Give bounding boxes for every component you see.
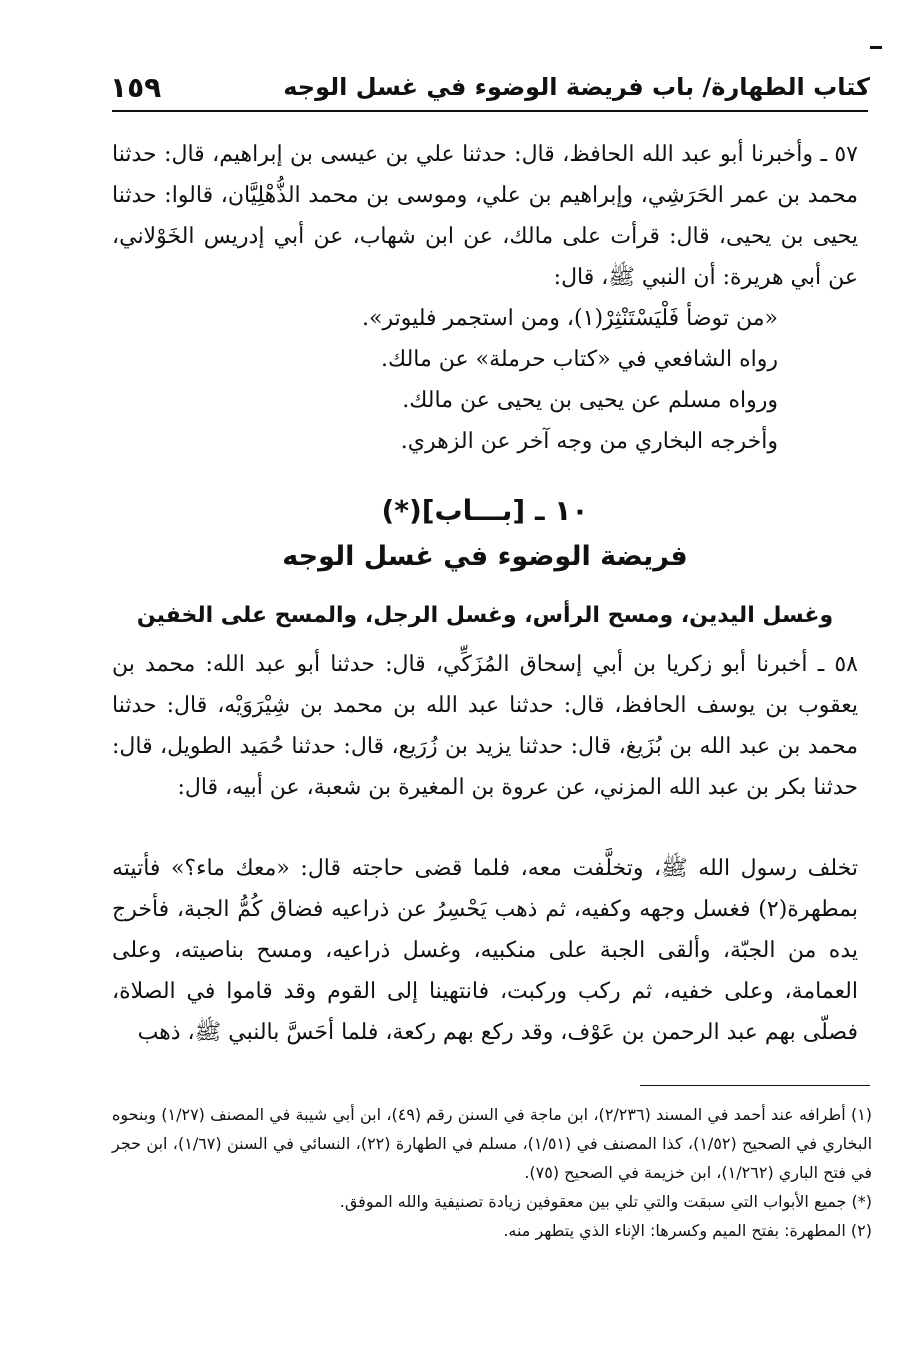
running-title: كتاب الطهارة/ باب فريضة الوضوء في غسل الوجه bbox=[283, 73, 870, 101]
chapter-title: فريضة الوضوء في غسل الوجه bbox=[282, 541, 688, 572]
footnotes bbox=[112, 1100, 872, 1245]
hadith-58-isnad bbox=[112, 644, 858, 808]
footnote-1: (١) أطرافه عند أحمد في المسند (٢/٢٣٦)، ابن ماجة في السنن رقم (٤٩)، ابن أبي شيبة في المصنف (١/٢٧) وبنحوه البخاري في الصحيح (١/٥٢)، كذا المصنف في (١/٥١)، مسلم في الطهارة (٢٢)، النسائي في السنن (١/٦٧)، ابن حجر في فتح الباري (١/٢٦٢)، ابن خزيمة في الصحيح (٧٥). bbox=[112, 1105, 873, 1182]
narration-line-bukhari: وأخرجه البخاري من وجه آخر عن الزهري. bbox=[400, 429, 778, 454]
hadith-58-matn-text: تخلف رسول الله ﷺ، وتخلَّفت معه، فلما قضى حاجته قال: «معك ماء؟» فأتيته بمطهرة(٢) فغسل وجهه وكفيه، ثم ذهب يَحْسِرُ عن ذراعيه فضاق كُمُّ الجبة، فأخرج يده من الجبّة، وألقى الجبة على منكبيه، وغسل ذراعيه، ومسح بناصيته، وعلى العمامة، وعلى خفيه، ثم ركب وركبت، فانتهينا إلى القوم وقد قاموا في الصلاة، فصلّى بهم عبد الرحمن بن عَوْف، وقد ركع بهم ركعة، فلما أحَسَّ بالنبي ﷺ، ذهب bbox=[112, 856, 858, 1045]
corner-mark bbox=[870, 46, 882, 49]
chapter-number: ١٠ ـ [بـــاب](*) bbox=[381, 494, 589, 527]
running-header bbox=[110, 64, 870, 110]
hadith-58-matn bbox=[112, 848, 858, 1053]
footnote-2: (٢) المطهرة: بفتح الميم وكسرها: الإناء الذي يتطهر منه. bbox=[503, 1221, 872, 1240]
chapter-heading bbox=[112, 488, 858, 636]
hadith-57-text: ٥٧ ـ وأخبرنا أبو عبد الله الحافظ، قال: حدثنا علي بن عيسى بن إبراهيم، قال: حدثنا محمد بن عمر الحَرَشِي، وإبراهيم بن علي، وموسى بن محمد الذُّهْلِيَّان، قالوا: حدثنا يحيى بن يحيى، قال: قرأت على مالك، عن ابن شهاب، عن أبي إدريس الخَوْلاني، عن أبي هريرة: أن النبي ﷺ، قال: bbox=[112, 142, 858, 290]
hadith-57-quote: «من توضأ فَلْيَسْتَنْثِرْ(١)، ومن استجمر فليوتر». bbox=[362, 306, 778, 331]
header-rule bbox=[112, 110, 868, 112]
narration-line-shafii: رواه الشافعي في «كتاب حرملة» عن مالك. bbox=[381, 347, 778, 372]
footnote-star: (*) جميع الأبواب التي سبقت والتي تلي بين معقوفين زيادة تصنيفية والله الموفق. bbox=[339, 1192, 872, 1211]
hadith-58-isnad-text: ٥٨ ـ أخبرنا أبو زكريا بن أبي إسحاق المُزَكِّي، قال: حدثنا أبو عبد الله: محمد بن يعقوب بن يوسف الحافظ، قال: حدثنا عبد الله بن محمد بن شِيْرَوَيْه، قال: حدثنا محمد بن عبد الله بن بُزَيغ، قال: حدثنا يزيد بن زُرَيع، قال: حدثنا حُمَيد الطويل، قال: حدثنا بكر بن عبد الله المزني، عن عروة بن المغيرة بن شعبة، عن أبيه، قال: bbox=[112, 652, 858, 800]
hadith-57-block bbox=[112, 134, 858, 462]
chapter-subtitle: وغسل اليدين، ومسح الرأس، وغسل الرجل، والمسح على الخفين bbox=[136, 603, 834, 628]
footnote-rule bbox=[640, 1085, 870, 1086]
narration-line-muslim: ورواه مسلم عن يحيى بن يحيى عن مالك. bbox=[402, 388, 778, 413]
page-number: ١٥٩ bbox=[110, 70, 162, 104]
